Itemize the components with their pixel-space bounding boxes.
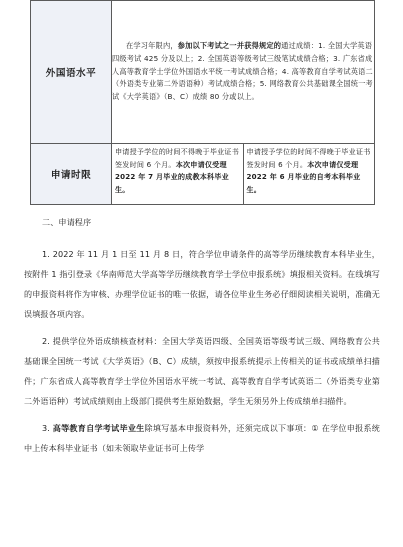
foreign-language-label: 外国语水平 <box>31 1 112 144</box>
application-deadline-content <box>112 144 375 205</box>
section-heading: 二、申请程序 <box>42 217 92 227</box>
procedure-paragraph-2: 2. 提供学位外语成绩核查材料：全国大学英语四级、全国英语等级考试三级、网络教育公共基础课全国统一考试《大学英语》（B、C）成绩，须按申报系统提示上传相关的证书或成绩单扫描件；广东省成人高等教育学士学位外国语水平统一考试、高等教育自学考试英语二（外语类专业第二外语语种）考试成绩则由上级部门提供考生原始数据，学生无须另外上传成绩单扫描件。 <box>24 336 380 406</box>
foreign-language-requirement <box>112 1 375 144</box>
deadline-right-bold: 本次申请仅受理 2022 年 6 月毕业的自考本科毕业生。 <box>246 159 361 194</box>
deadline-right-normal: 申请授予学位的时间不得晚于毕业证书签发时间 6 个月。 <box>246 147 371 169</box>
lang-bold: 参加以下考试之一并获得规定的 <box>177 41 282 50</box>
deadline-left-normal: 申请授予学位的时间不得晚于毕业证书签发时间 6 个月。 <box>115 147 239 169</box>
table-row <box>31 144 375 205</box>
para3-prefix: 3. <box>42 423 53 433</box>
deadline-adult-education <box>112 144 243 204</box>
deadline-split <box>112 144 374 204</box>
procedure-paragraph-1: 1. 2022 年 11 月 1 日至 11 月 8 日，符合学位申请条件的高等学历继续教育本科毕业生，按附件 1 指引登录《华南师范大学高等学历继续教育学士学位申报系统》填报相关资料。在线填写的申报资料将作为审核、办理学位证书的唯一依据，请各位毕业生务必仔细阅读相关说明，准确无误填报各项内容。 <box>24 249 380 319</box>
deadline-left-bold: 本次申请仅受理 2022 年 7 月毕业的成教本科毕业生。 <box>115 159 229 194</box>
table-row <box>31 1 375 144</box>
lang-rest: 通过成绩：1. 全国大学英语四级考试 425 分及以上；2. 全国英语等级考试三级笔试成绩合格；3. 广东省成人高等教育学士学位外国语水平统一考试成绩合格；4. 高等教育自学考试英语二（外语类专业第二外语语种）考试成绩合格；5. 网络教育公共基础课全国统一考试《大学英语》（B、C）成绩 80 分或以上。 <box>112 41 373 102</box>
deadline-self-study <box>243 144 375 204</box>
procedure-section <box>24 212 380 458</box>
lang-intro: 在学习年限内， <box>126 41 178 50</box>
procedure-paragraph-3 <box>24 418 380 458</box>
para3-bold: 高等教育自学考试毕业生 <box>52 423 145 433</box>
application-deadline-label: 申请时限 <box>31 144 112 205</box>
requirements-table <box>30 0 375 205</box>
foreign-language-text <box>112 40 374 104</box>
para3-rest: 除填写基本申报资料外，还须完成以下事项：① 在学位申报系统中上传本科毕业证书（如未领取毕业证书可上传学 <box>24 423 380 453</box>
